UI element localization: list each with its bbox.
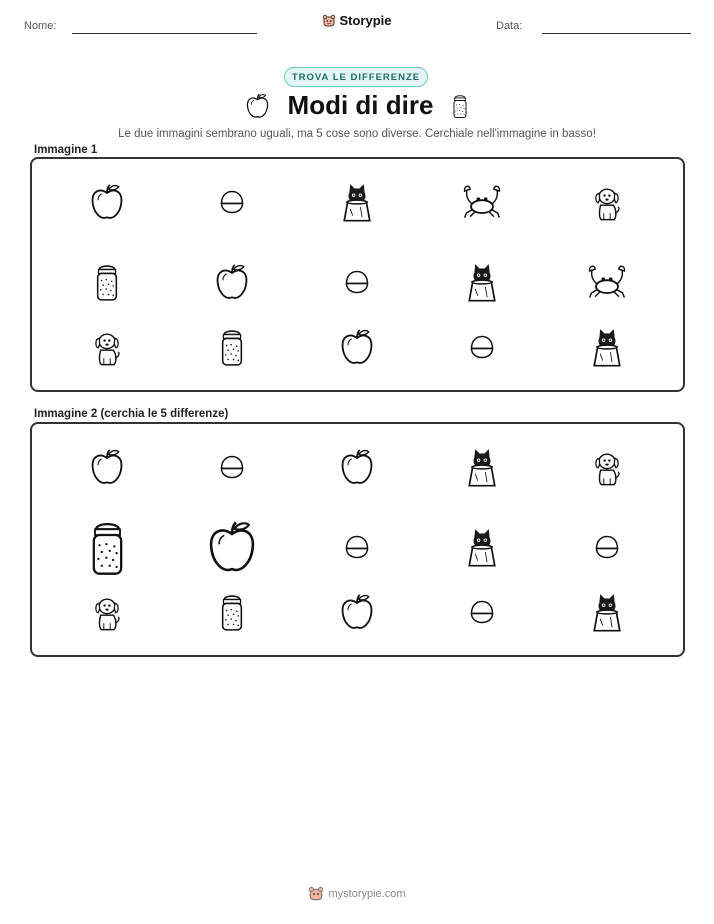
image1-panel [30,157,685,392]
storypie-mascot-icon [308,886,324,902]
apple-icon [302,316,412,378]
brand-name: Storypie [339,13,392,28]
name-field[interactable] [72,33,257,34]
puppy-icon[interactable] [52,581,162,643]
apple-icon [177,251,287,313]
puppy-icon [552,171,662,233]
footer [0,886,714,902]
cat-in-bag-icon [427,251,537,313]
puppy-icon[interactable] [552,436,662,498]
pill-icon [177,171,287,233]
apple-icon [52,171,162,233]
activity-badge: TROVA LE DIFFERENZE [284,67,428,87]
instructions: Le due immagini sembrano uguali, ma 5 cose sono diverse. Cerchiale nell'immagine in basso! [118,128,596,140]
pill-icon[interactable] [552,516,662,578]
pill-icon [427,316,537,378]
brand-logo [0,13,714,28]
footer-site: mystorypie.com [328,888,406,900]
cat-in-bag-icon [552,316,662,378]
apple-icon[interactable] [177,516,287,578]
pill-icon[interactable] [427,581,537,643]
name-label: Nome: [24,20,57,32]
salt-shaker-icon [52,251,162,313]
storypie-mascot-icon [322,14,336,28]
puppy-icon [52,316,162,378]
pill-icon[interactable] [302,516,412,578]
cat-in-bag-icon[interactable] [427,436,537,498]
cat-in-bag-icon [302,171,412,233]
salt-shaker-icon[interactable] [177,581,287,643]
date-label: Data: [496,20,523,32]
crab-icon [427,171,537,233]
image1-label: Immagine 1 [34,144,98,156]
apple-icon[interactable] [302,436,412,498]
pill-icon[interactable] [177,436,287,498]
apple-icon[interactable] [302,581,412,643]
date-field[interactable] [542,33,691,34]
title-salt-shaker-icon [451,91,469,121]
salt-shaker-icon [177,316,287,378]
apple-icon[interactable] [52,436,162,498]
cat-in-bag-icon[interactable] [552,581,662,643]
cat-in-bag-icon[interactable] [427,516,537,578]
image2-label: Immagine 2 (cerchia le 5 differenze) [34,408,229,420]
title-apple-icon [245,92,270,120]
crab-icon [552,251,662,313]
page-title: Modi di dire [287,90,434,120]
title-row [0,90,714,121]
image2-panel[interactable] [30,422,685,657]
pill-icon [302,251,412,313]
salt-shaker-icon[interactable] [52,516,162,578]
